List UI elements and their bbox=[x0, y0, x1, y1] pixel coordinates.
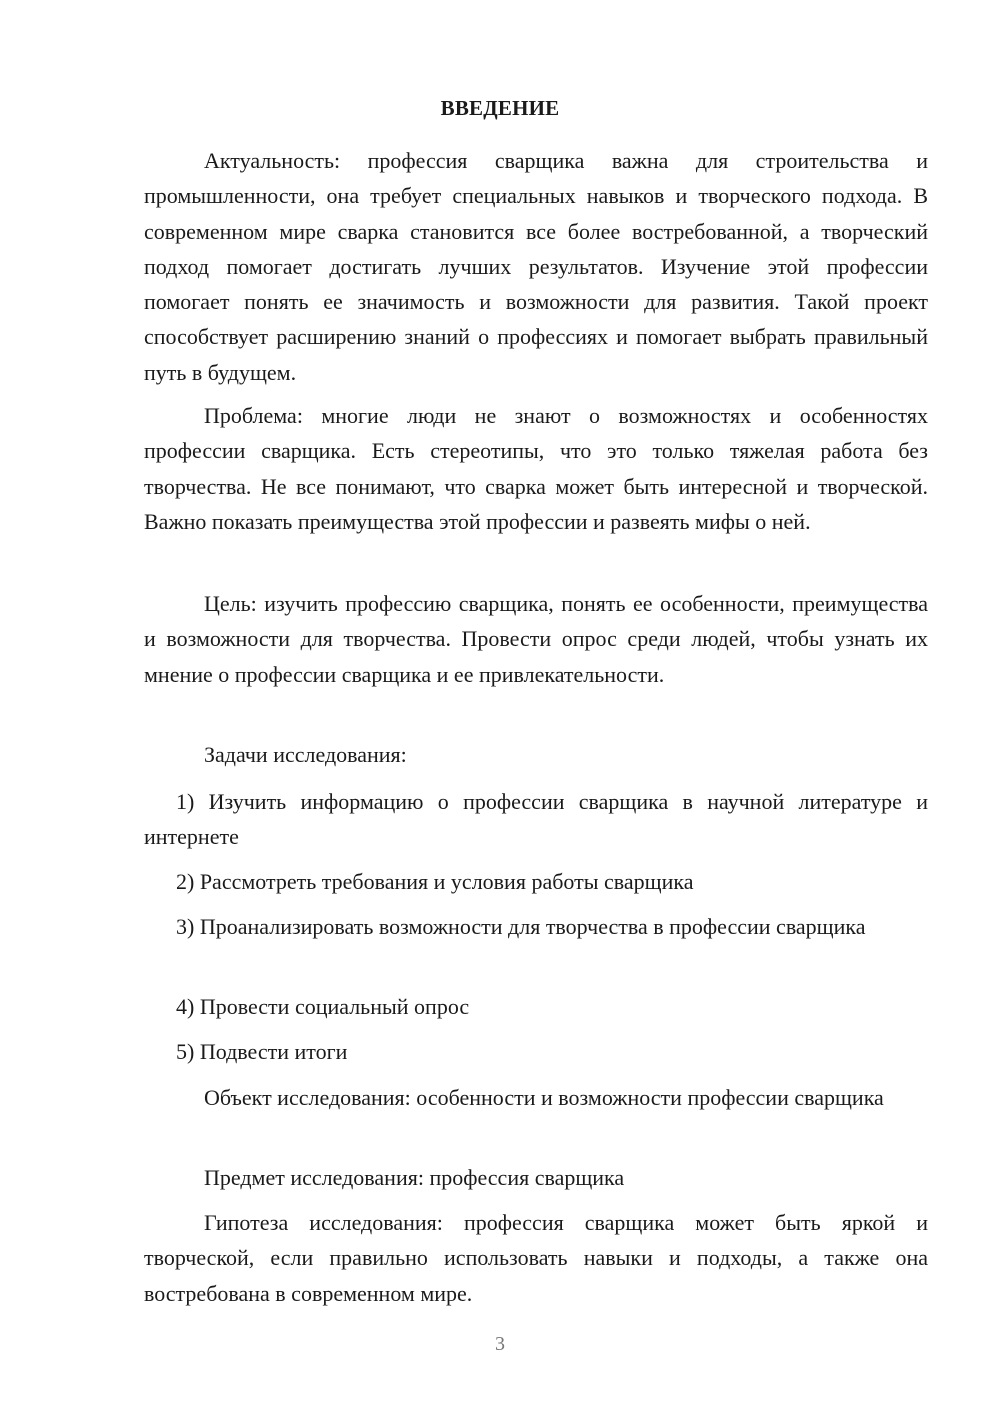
paragraph-goal: Цель: изучить профессию сварщика, понять ее особенности, преимущества и возможности для творчества. Провести опрос среди людей, чтобы узнать их мнение о профессии сварщика и ее привлекательности. bbox=[144, 591, 928, 687]
paragraph-subject: Предмет исследования: профессия сварщика bbox=[204, 1165, 625, 1190]
page-number: 3 bbox=[495, 1333, 505, 1355]
list-item-task-5: 5) Подвести итоги bbox=[176, 1039, 348, 1064]
paragraph-object: Объект исследования: особенности и возможности профессии сварщика bbox=[204, 1085, 884, 1110]
paragraph-relevance: Актуальность: профессия сварщика важна для строительства и промышленности, она требует специальных навыков и творческого подхода. В современном мире сварка становится все более востребованной, а творческий подход помогает достигать лучших результатов. Изучение этой профессии помогает понять ее значимость и возможности для развития. Такой проект способствует расширению знаний о профессиях и помогает выбрать правильный путь в будущем. bbox=[144, 148, 928, 385]
paragraph-problem: Проблема: многие люди не знают о возможностях и особенностях профессии сварщика. Есть стереотипы, что это только тяжелая работа без творчества. Не все понимают, что сварка может быть интересной и творческой. Важно показать преимущества этой профессии и развеять мифы о ней. bbox=[144, 403, 928, 534]
page-title: ВВЕДЕНИЕ bbox=[440, 96, 560, 120]
paragraph-tasks-heading: Задачи исследования: bbox=[204, 742, 407, 767]
list-item-task-3: 3) Проанализировать возможности для творчества в профессии сварщика bbox=[176, 914, 866, 939]
list-item-task-1: 1) Изучить информацию о профессии сварщика в научной литературе и интернете bbox=[144, 789, 928, 850]
list-item-task-2: 2) Рассмотреть требования и условия работы сварщика bbox=[176, 869, 694, 894]
paragraph-hypothesis: Гипотеза исследования: профессия сварщика может быть яркой и творческой, если правильно использовать навыки и подходы, а также она востребована в современном мире. bbox=[144, 1210, 928, 1306]
list-item-task-4: 4) Провести социальный опрос bbox=[176, 994, 470, 1019]
